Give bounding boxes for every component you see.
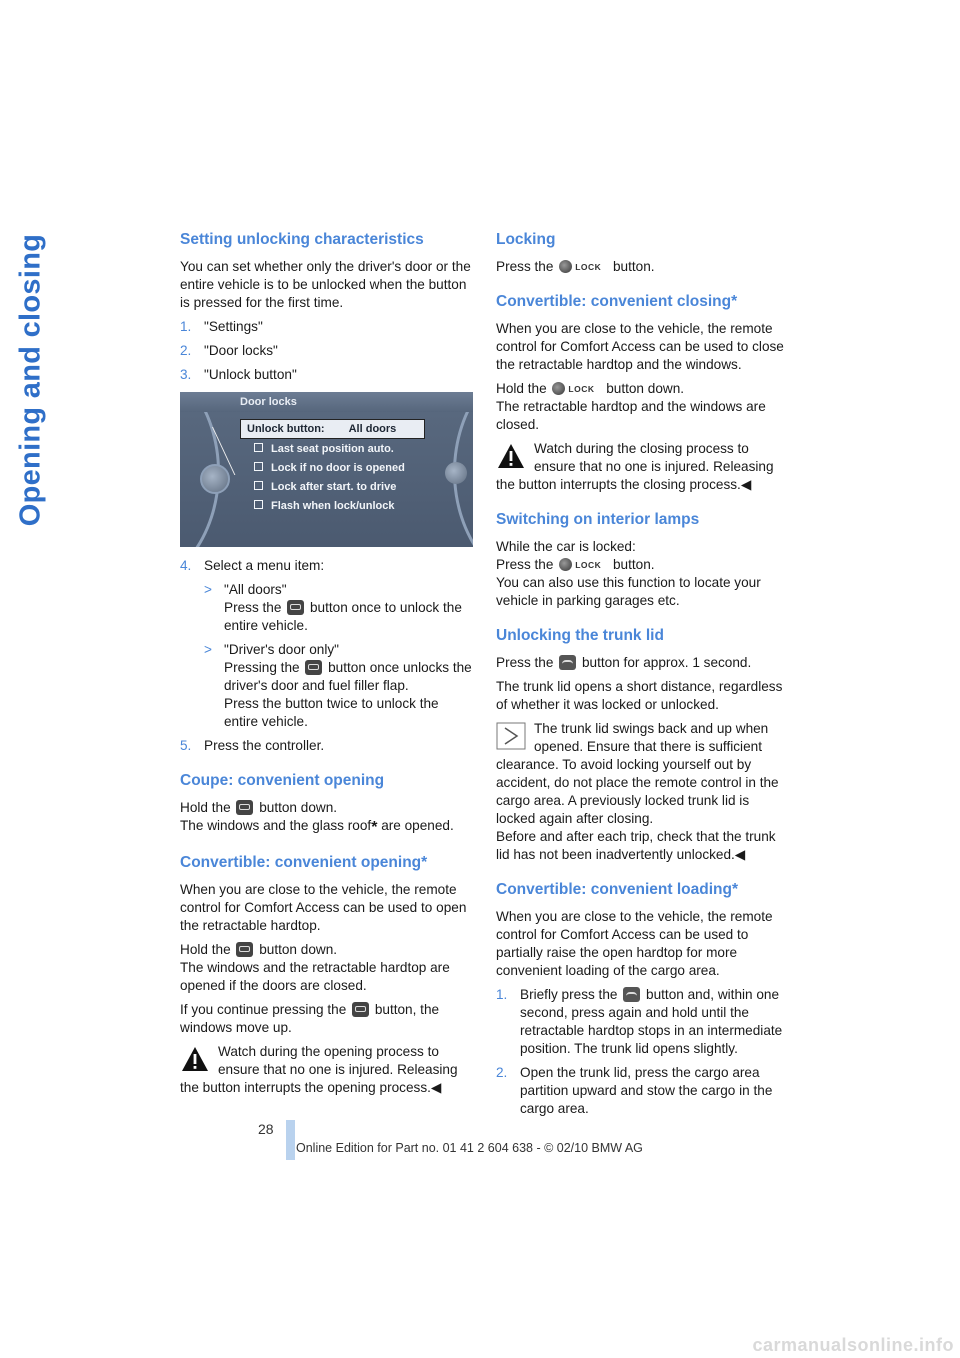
heading-convertible-loading: Convertible: convenient loading* xyxy=(496,881,738,898)
heading-unlocking-trunk: Unlocking the trunk lid xyxy=(496,627,664,644)
footer-accent-bar xyxy=(286,1120,295,1160)
lock-button-icon xyxy=(559,260,607,274)
idrive-screen-image xyxy=(180,392,473,547)
warning-text: Watch during the closing process to ensure that no one is injured. Releasing the button interrupts the closing process.◀ xyxy=(496,441,774,492)
step-number: 4. xyxy=(180,558,192,573)
text-fragment: Press the xyxy=(496,655,554,670)
text-fragment: button once to unlock the entire vehicle. xyxy=(224,600,462,633)
lock-button-icon xyxy=(552,382,600,396)
right-column xyxy=(496,230,790,1124)
warning-icon xyxy=(180,1045,210,1073)
controller-knob-right-icon xyxy=(445,462,467,484)
step-item xyxy=(496,1064,790,1118)
text-fragment: Press the xyxy=(496,259,554,274)
text-fragment: You can also use this function to locate your vehicle in parking garages etc. xyxy=(496,575,761,608)
screen-menu-selected xyxy=(240,419,425,439)
screen-menu-option xyxy=(240,497,425,515)
checkbox-icon xyxy=(254,443,263,452)
paragraph-trunk-opens: The trunk lid opens a short distance, regardless of whether it was locked or unlocked. xyxy=(496,679,783,712)
trunk-button-icon xyxy=(559,655,576,670)
text-fragment: button, the windows move up. xyxy=(180,1002,440,1035)
text-fragment: Press the xyxy=(224,600,282,615)
bullet-item xyxy=(204,641,473,731)
lock-label: LOCK xyxy=(568,384,595,394)
paragraph-convertible-closing: When you are close to the vehicle, the remote control for Comfort Access can be used to close the retractable hardtop and the windows. xyxy=(496,321,784,372)
text-fragment: Hold the xyxy=(180,800,231,815)
checkbox-icon xyxy=(254,481,263,490)
screen-menu-option xyxy=(240,440,425,458)
step-number: 2. xyxy=(180,343,192,358)
selected-value: All doors xyxy=(348,423,397,435)
step-text: "Door locks" xyxy=(204,343,278,358)
paragraph-convertible-hold xyxy=(180,941,473,995)
option-label: Flash when lock/unlock xyxy=(271,500,395,512)
warning-note xyxy=(496,440,790,494)
step-item xyxy=(496,986,790,1058)
step-number: 3. xyxy=(180,367,192,382)
side-chapter-title xyxy=(12,230,48,530)
text-fragment: button down. xyxy=(259,800,338,815)
step-item xyxy=(180,366,473,384)
text-fragment: Hold the xyxy=(180,942,231,957)
text-fragment: The windows and the glass roof xyxy=(180,818,372,833)
warning-text: Watch during the opening process to ensure that no one is injured. Releasing the button interrupts the opening process.◀ xyxy=(180,1044,458,1095)
unlock-car-icon xyxy=(305,660,322,675)
paragraph-convertible-continue xyxy=(180,1001,473,1037)
warning-icon xyxy=(496,442,526,470)
left-column xyxy=(180,230,473,1103)
screen-title: Door locks xyxy=(240,396,297,408)
heading-coupe-opening: Coupe: convenient opening xyxy=(180,772,385,789)
text-fragment: button once unlocks the driver's door and fuel filler flap. xyxy=(224,660,472,693)
heading-interior-lamps: Switching on interior lamps xyxy=(496,511,700,528)
screen-menu-option xyxy=(240,459,425,477)
watermark: carmanualsonline.info xyxy=(752,1335,954,1355)
unlock-car-icon xyxy=(236,942,253,957)
bullet-text xyxy=(224,659,473,695)
step-number: 2. xyxy=(496,1065,508,1080)
bullet-mark: > xyxy=(204,642,212,657)
controller-knob-icon xyxy=(200,464,230,494)
text-fragment: button down. xyxy=(606,381,685,396)
bullet-mark: > xyxy=(204,582,212,597)
heading-locking: Locking xyxy=(496,231,556,248)
bullet-title: "Driver's door only" xyxy=(224,642,339,657)
heading-setting-unlocking: Setting unlocking characteristics xyxy=(180,231,424,248)
text-fragment: The retractable hardtop and the windows are closed. xyxy=(496,399,766,432)
paragraph-interior-lamps xyxy=(496,538,790,610)
step-number: 1. xyxy=(180,319,192,334)
text-fragment: button down. xyxy=(259,942,338,957)
checkbox-icon xyxy=(254,500,263,509)
option-label: Lock if no door is opened xyxy=(271,462,405,474)
selected-label: Unlock button: xyxy=(247,423,325,435)
paragraph-coupe-opening xyxy=(180,799,473,837)
footer-edition: Online Edition for Part no. 01 41 2 604 638 - © 02/10 BMW AG xyxy=(296,1141,643,1155)
screen-menu-option xyxy=(240,478,425,496)
paragraph-locking xyxy=(496,258,790,276)
text-fragment: While the car is locked: xyxy=(496,539,636,554)
step-number: 5. xyxy=(180,738,192,753)
bullet-item xyxy=(204,581,473,635)
unlock-car-icon xyxy=(236,800,253,815)
bullet-text xyxy=(224,599,473,635)
heading-convertible-closing: Convertible: convenient closing* xyxy=(496,293,738,310)
lock-button-icon xyxy=(559,558,607,572)
screen-title-bar xyxy=(180,392,473,412)
step-text: "Settings" xyxy=(204,319,263,334)
paragraph-convertible-loading: When you are close to the vehicle, the remote control for Comfort Access can be used to partially raise the open hardtop for more convenient loading of the cargo area. xyxy=(496,909,773,978)
text-fragment: Briefly press the xyxy=(520,987,618,1002)
lock-label: LOCK xyxy=(575,560,602,570)
paragraph-unlock-intro: You can set whether only the driver's door or the entire vehicle is to be unlocked when the button is pressed for the first time. xyxy=(180,259,471,310)
screen-menu xyxy=(240,419,425,516)
page-number: 28 xyxy=(258,1121,274,1137)
caution-note xyxy=(496,720,790,864)
text-fragment: button. xyxy=(612,557,655,572)
text-fragment: Hold the xyxy=(496,381,547,396)
unlock-car-icon xyxy=(287,600,304,615)
text-fragment: Pressing the xyxy=(224,660,300,675)
step-item xyxy=(180,557,473,575)
warning-note xyxy=(180,1043,473,1097)
caution-text-2: Before and after each trip, check that the trunk lid has not been inadvertently unlocked.◀ xyxy=(496,829,776,862)
step-text xyxy=(520,986,790,1058)
option-star: * xyxy=(371,819,378,836)
lock-label: LOCK xyxy=(575,262,602,272)
step-text: Press the controller. xyxy=(204,738,325,753)
step-item xyxy=(180,737,473,755)
caution-text: The trunk lid swings back and up when opened. Ensure that there is sufficient clearance. To avoid locking yourself out by accident, do not place the remote control in the cargo area. A previously locked trunk lid is locked again after closing. xyxy=(496,721,779,826)
side-chapter-title-text: Opening and closing xyxy=(14,233,46,527)
trunk-button-icon xyxy=(623,987,640,1002)
step-text: Open the trunk lid, press the cargo area partition upward and stow the cargo in the cargo area. xyxy=(520,1065,773,1116)
unlock-car-icon xyxy=(352,1002,369,1017)
text-fragment: Press the xyxy=(496,557,554,572)
step-text: Select a menu item: xyxy=(204,558,325,573)
step-item xyxy=(180,318,473,336)
step-number: 1. xyxy=(496,987,508,1002)
bullet-title: "All doors" xyxy=(224,582,287,597)
step-item xyxy=(180,342,473,360)
caution-play-icon xyxy=(496,722,526,750)
text-fragment: button. xyxy=(612,259,655,274)
text-fragment: If you continue pressing the xyxy=(180,1002,347,1017)
paragraph-closing-hold xyxy=(496,380,790,434)
text-fragment: button for approx. 1 second. xyxy=(581,655,752,670)
option-label: Last seat position auto. xyxy=(271,443,394,455)
paragraph-convertible-opening: When you are close to the vehicle, the remote control for Comfort Access can be used to open the retractable hardtop. xyxy=(180,882,467,933)
option-label: Lock after start. to drive xyxy=(271,481,397,493)
text-fragment: button and, within one second, press again and hold until the retractable hardtop stops in an intermediate position. The trunk lid opens slightly. xyxy=(520,987,783,1056)
paragraph-trunk-press xyxy=(496,654,790,672)
heading-convertible-opening: Convertible: convenient opening* xyxy=(180,854,428,871)
text-fragment: are opened. xyxy=(381,818,454,833)
bullet-extra: Press the button twice to unlock the entire vehicle. xyxy=(224,696,439,729)
checkbox-icon xyxy=(254,462,263,471)
step-text: "Unlock button" xyxy=(204,367,297,382)
text-fragment: The windows and the retractable hardtop are opened if the doors are closed. xyxy=(180,960,450,993)
